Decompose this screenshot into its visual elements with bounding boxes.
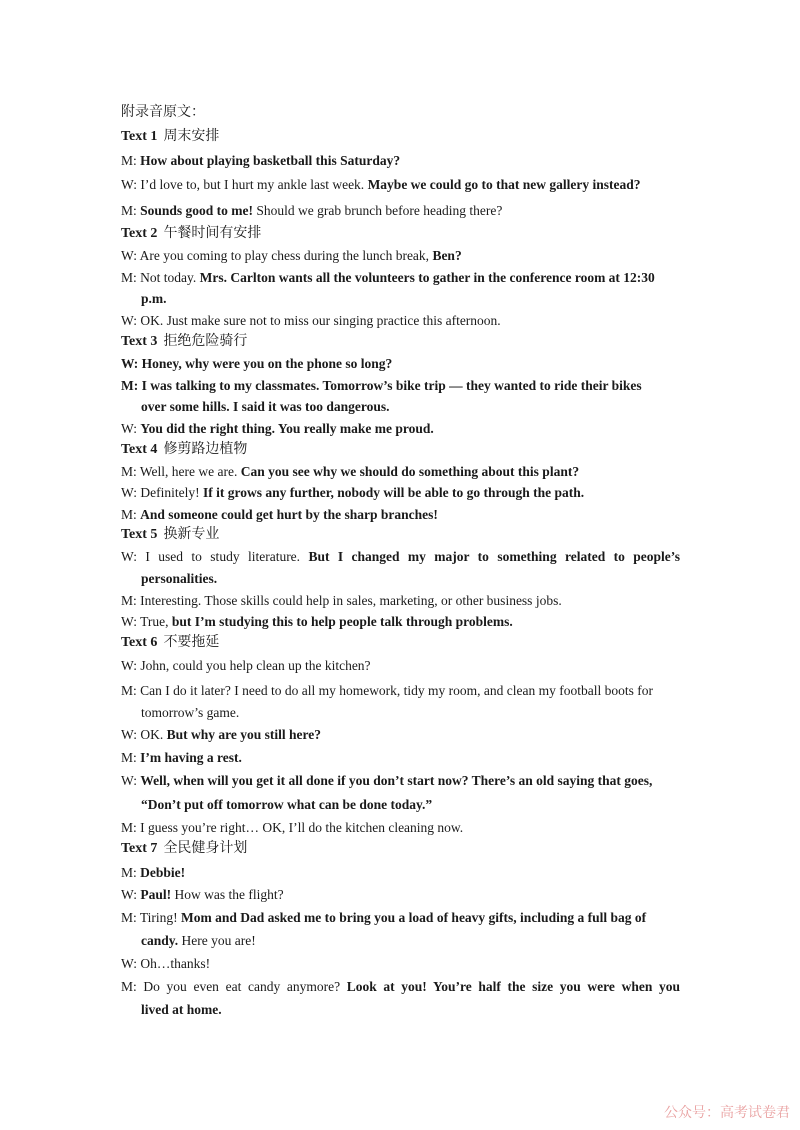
dialogue-line	[121, 884, 680, 906]
line-text: M: Can I do it later? I need to do all my homework, tidy my room, and clean my football boots for	[121, 683, 654, 698]
line-text-bold: Debbie!	[140, 865, 186, 880]
line-text: M: Do you even eat candy anymore?	[121, 979, 347, 994]
dialogue-line	[121, 174, 680, 196]
dialogue-line	[121, 590, 680, 612]
appendix-title: 附录音原文：	[121, 105, 205, 120]
dialogue-line	[121, 482, 680, 504]
dialogue-line	[121, 245, 680, 267]
line-text-bold: personalities.	[141, 571, 218, 586]
line-text-bold: “Don’t put off tomorrow what can be done today.”	[141, 797, 433, 812]
dialogue-line	[121, 953, 680, 975]
text-topic: 修剪路边植物	[163, 442, 248, 457]
line-text: W: OK.	[121, 727, 167, 742]
line-text-bold: Ben?	[432, 248, 462, 263]
line-text: How was the flight?	[171, 887, 284, 902]
line-text-bold: p.m.	[141, 291, 167, 306]
line-text: M: Not today.	[121, 270, 200, 285]
text-topic: 午餐时间有安排	[163, 226, 262, 241]
line-text: M:	[121, 865, 141, 880]
line-text: tomorrow’s game.	[141, 705, 240, 720]
line-text-bold: W: Honey, why were you on the phone so long?	[121, 356, 393, 371]
line-text: W: Oh…thanks!	[121, 956, 211, 971]
line-text-bold: If it grows any further, nobody will be able to go through the path.	[202, 485, 585, 500]
text-number: Text 5	[121, 527, 158, 542]
line-text-bold: But why are you still here?	[166, 727, 322, 742]
dialogue-line	[121, 655, 680, 677]
line-text: W: I’d love to, but I hurt my ankle last week.	[121, 177, 368, 192]
dialogue-line	[121, 150, 680, 172]
line-text-bold: Mom and Dad asked me to bring you a load of heavy gifts, including a full bag of	[181, 910, 647, 925]
line-text-bold: Look at you! You’re half the size you were when you	[346, 979, 680, 994]
dialogue-line	[121, 461, 680, 483]
dialogue-line	[121, 267, 680, 289]
line-text-bold: lived at home.	[141, 1002, 222, 1017]
text-2-heading	[121, 225, 261, 243]
line-text: M:	[121, 750, 141, 765]
dialogue-line	[141, 702, 680, 724]
line-text-bold: Maybe we could go to that new gallery instead?	[367, 177, 641, 192]
line-text: M:	[121, 507, 141, 522]
line-text: M: Interesting. Those skills could help in sales, marketing, or other business jobs.	[121, 593, 562, 608]
line-text: W: Are you coming to play chess during the lunch break,	[121, 248, 433, 263]
dialogue-line	[141, 568, 680, 590]
dialogue-line	[141, 794, 680, 816]
dialogue-line	[121, 862, 680, 884]
line-text-bold: But I changed my major to something related to people’s	[308, 549, 680, 564]
text-6-heading	[121, 634, 219, 652]
line-text-bold: M: I was talking to my classmates. Tomorrow’s bike trip — they wanted to ride their bikes	[121, 378, 642, 393]
line-text-bold: And someone could get hurt by the sharp branches!	[140, 507, 438, 522]
text-number: Text 7	[121, 841, 158, 856]
dialogue-line	[121, 976, 680, 998]
text-5-heading	[121, 526, 219, 544]
text-topic: 不要拖延	[163, 635, 220, 650]
text-number: Text 3	[121, 334, 158, 349]
line-text-bold: but I’m studying this to help people talk through problems.	[171, 614, 513, 629]
dialogue-line	[141, 930, 680, 952]
text-number: Text 1	[121, 129, 158, 144]
text-number: Text 4	[121, 442, 158, 457]
line-text-bold: candy.	[141, 933, 179, 948]
text-1-heading	[121, 128, 219, 146]
line-text: M: Well, here we are.	[121, 464, 241, 479]
line-text-bold: Mrs. Carlton wants all the volunteers to gather in the conference room at 12:30	[199, 270, 655, 285]
text-number: Text 2	[121, 226, 158, 241]
text-topic: 拒绝危险骑行	[163, 334, 248, 349]
dialogue-line	[121, 747, 680, 769]
watermark: 公众号：高考试卷君	[664, 1105, 790, 1121]
dialogue-line	[121, 817, 680, 839]
dialogue-line	[141, 999, 680, 1021]
line-text: W: Definitely!	[121, 485, 203, 500]
line-text: M:	[121, 203, 141, 218]
text-topic: 全民健身计划	[163, 841, 248, 856]
text-topic: 换新专业	[163, 527, 220, 542]
dialogue-line	[121, 680, 680, 702]
dialogue-line	[121, 310, 680, 332]
line-text-bold: Can you see why we should do something about this plant?	[240, 464, 580, 479]
text-topic: 周末安排	[163, 129, 220, 144]
line-text: M:	[121, 153, 141, 168]
dialogue-line	[121, 907, 680, 929]
dialogue-line	[121, 375, 680, 397]
dialogue-line	[121, 504, 680, 526]
dialogue-line	[121, 611, 680, 633]
dialogue-line	[121, 418, 680, 440]
line-text-bold: Sounds good to me!	[140, 203, 254, 218]
line-text: Here you are!	[178, 933, 256, 948]
line-text-bold: You did the right thing. You really make me proud.	[140, 421, 434, 436]
line-text-bold: How about playing basketball this Saturday?	[140, 153, 401, 168]
line-text: Should we grab brunch before heading there?	[253, 203, 503, 218]
line-text-bold: Paul!	[140, 887, 172, 902]
line-text: W:	[121, 421, 141, 436]
line-text: W:	[121, 887, 141, 902]
line-text: W: I used to study literature.	[121, 549, 309, 564]
dialogue-line	[121, 546, 680, 568]
line-text-bold: Well, when will you get it all done if you don’t start now? There’s an old saying that goes,	[140, 773, 653, 788]
dialogue-line	[121, 724, 680, 746]
line-text: W: True,	[121, 614, 172, 629]
text-number: Text 6	[121, 635, 158, 650]
line-text: M: I guess you’re right… OK, I’ll do the kitchen cleaning now.	[121, 820, 464, 835]
dialogue-line	[141, 396, 680, 418]
line-text-bold: I’m having a rest.	[140, 750, 242, 765]
line-text: W: OK. Just make sure not to miss our singing practice this afternoon.	[121, 313, 501, 328]
text-3-heading	[121, 333, 247, 351]
line-text: M: Tiring!	[121, 910, 182, 925]
text-7-heading	[121, 840, 247, 858]
dialogue-line	[141, 288, 680, 310]
line-text-bold: over some hills. I said it was too dangerous.	[141, 399, 390, 414]
dialogue-line	[121, 770, 680, 792]
dialogue-line	[121, 353, 680, 375]
text-4-heading	[121, 441, 247, 459]
line-text: W:	[121, 773, 141, 788]
dialogue-line	[121, 200, 680, 222]
line-text: W: John, could you help clean up the kitchen?	[121, 658, 371, 673]
